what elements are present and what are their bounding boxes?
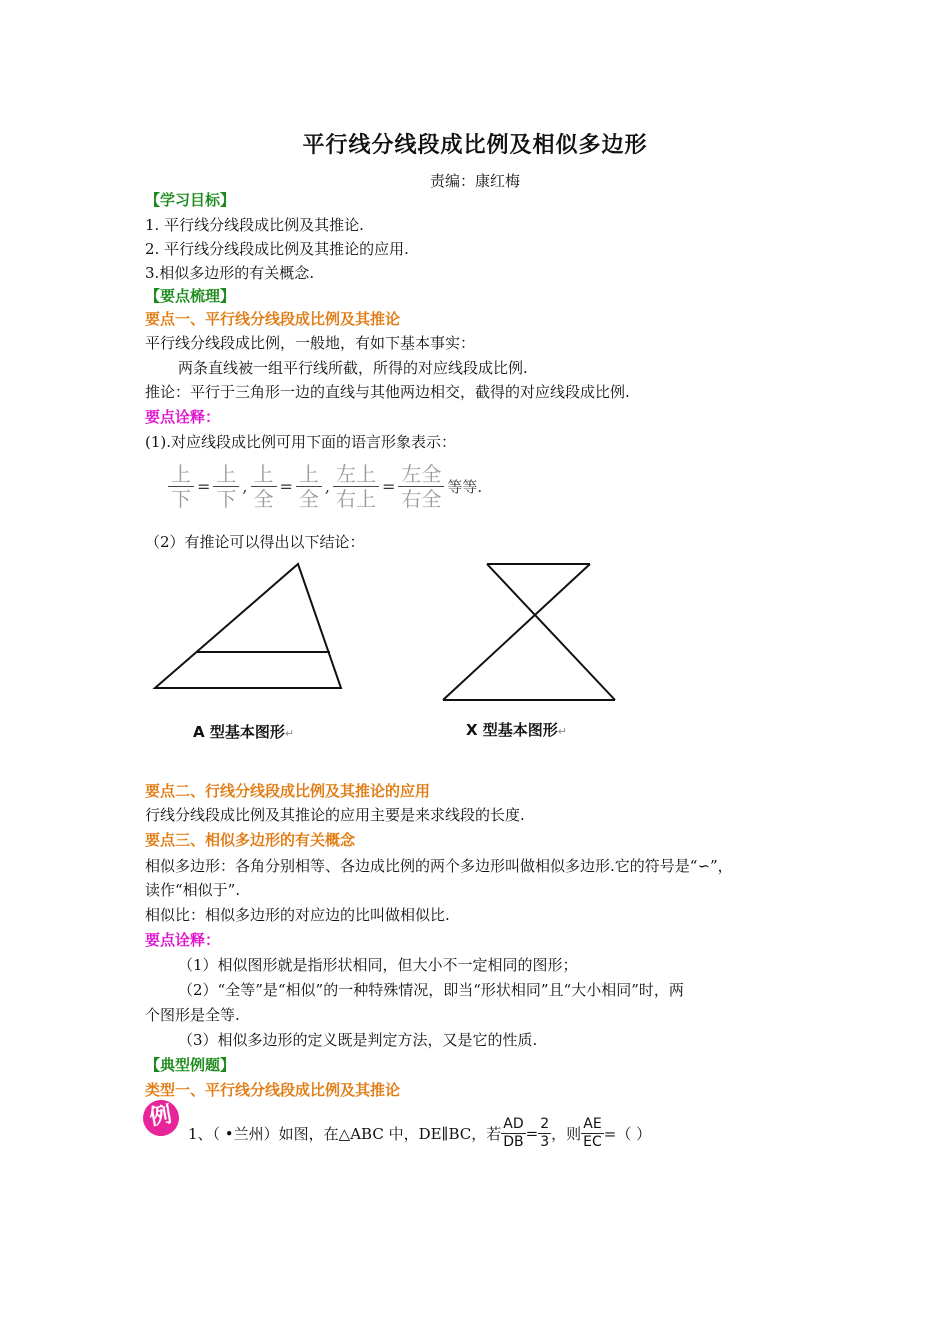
page-title: 平行线分线段成比例及相似多边形 (302, 133, 648, 158)
fraction-1: $\frac{\text{上}}{\text{下}}$ (168, 462, 194, 511)
note2-text-3: 个图形是全等. (145, 1006, 240, 1024)
point3-text-3: 相似比：相似多边形的对应边的比叫做相似比. (145, 906, 450, 924)
note2-text-1: （1）相似图形就是指形状相同，但大小不一定相同的图形； (178, 956, 578, 974)
point1-text-3: 推论：平行于三角形一边的直线与其他两边相交，截得的对应线段成比例. (145, 383, 630, 401)
question-1-mid: ，则 (551, 1125, 582, 1143)
note2-text-4: （3）相似多边形的定义既是判定方法，又是它的性质. (178, 1031, 538, 1049)
type1-heading: 类型一、平行线分线段成比例及其推论 (145, 1081, 401, 1099)
x-type-diagram (440, 560, 620, 705)
fraction-4: $\frac{\text{上}}{\text{全}}$ (296, 462, 322, 511)
examples-heading: 【典型例题】 (145, 1056, 236, 1074)
question-1 (188, 1116, 651, 1151)
note2-text-2: （2）“全等”是“相似”的一种特殊情况，即当“形状相同”且“大小相同”时，两 (178, 981, 684, 999)
a-type-diagram (150, 560, 350, 695)
fraction-2: $\frac{\text{上}}{\text{下}}$ (213, 462, 239, 511)
a-type-triangle (155, 564, 341, 688)
goal-item-3: 3.相似多边形的有关概念. (145, 264, 315, 282)
point3-text-2: 读作“相似于”. (145, 881, 241, 899)
proportion-formula (168, 462, 485, 511)
point2-heading: 要点二、行线分线段成比例及其推论的应用 (145, 782, 431, 800)
point2-text-1: 行线分线段成比例及其推论的应用主要是来求线段的长度. (145, 806, 525, 824)
comma: , (242, 477, 248, 496)
note1-text-2: （2）有推论可以得出以下结论： (145, 533, 365, 551)
goal-item-1: 1. 平行线分线段成比例及其推论. (145, 216, 364, 234)
editor-credit: 责编：康红梅 (429, 172, 520, 190)
point1-heading: 要点一、平行线分线段成比例及其推论 (145, 310, 401, 328)
a-type-caption: A 型基本图形↵ (193, 723, 295, 741)
note1-text-1: (1).对应线段成比例可用下面的语言形象表示： (145, 433, 457, 451)
point1-text-2: 两条直线被一组平行线所截，所得的对应线段成比例. (178, 359, 528, 377)
formula-tail: 等等. (447, 478, 483, 496)
comma: , (324, 477, 330, 496)
note1-heading: 要点诠释： (145, 408, 221, 426)
goal-item-2: 2. 平行线分线段成比例及其推论的应用. (145, 240, 409, 258)
x-type-caption: X 型基本图形↵ (466, 721, 568, 739)
fraction-ae-ec: $\frac{AE}{EC}$ (583, 1116, 602, 1150)
fraction-6: $\frac{\text{左全}}{\text{右全}}$ (398, 462, 444, 511)
equals-sign: = (382, 477, 396, 496)
point3-text-1: 相似多边形：各角分别相等、各边成比例的两个多边形叫做相似多边形.它的符号是“∽”， (145, 857, 733, 875)
example-icon: 例 (140, 1097, 182, 1139)
equals-sign: = (279, 477, 293, 496)
equals-sign: = (197, 477, 211, 496)
x-type-cross-line-1 (487, 564, 615, 700)
equals-sign: = (525, 1124, 539, 1143)
question-1-suffix: =（ ） (603, 1125, 652, 1143)
fraction-5: $\frac{\text{左上}}{\text{右上}}$ (333, 462, 379, 511)
fraction-2-3: $\frac{2}{3}$ (540, 1116, 550, 1150)
goals-heading: 【学习目标】 (145, 191, 236, 209)
fraction-3: $\frac{\text{上}}{\text{全}}$ (251, 462, 277, 511)
note2-heading: 要点诠释： (145, 931, 221, 949)
x-type-cross-line-2 (443, 564, 590, 700)
fraction-ad-db: $\frac{AD}{DB}$ (503, 1116, 524, 1150)
point3-heading: 要点三、相似多边形的有关概念 (145, 831, 356, 849)
question-1-prefix: 1、（ •兰州）如图，在△ABC 中，DE∥BC，若 (188, 1125, 502, 1143)
points-heading: 【要点梳理】 (145, 287, 236, 305)
point1-text-1: 平行线分线段成比例，一般地，有如下基本事实： (145, 334, 476, 352)
